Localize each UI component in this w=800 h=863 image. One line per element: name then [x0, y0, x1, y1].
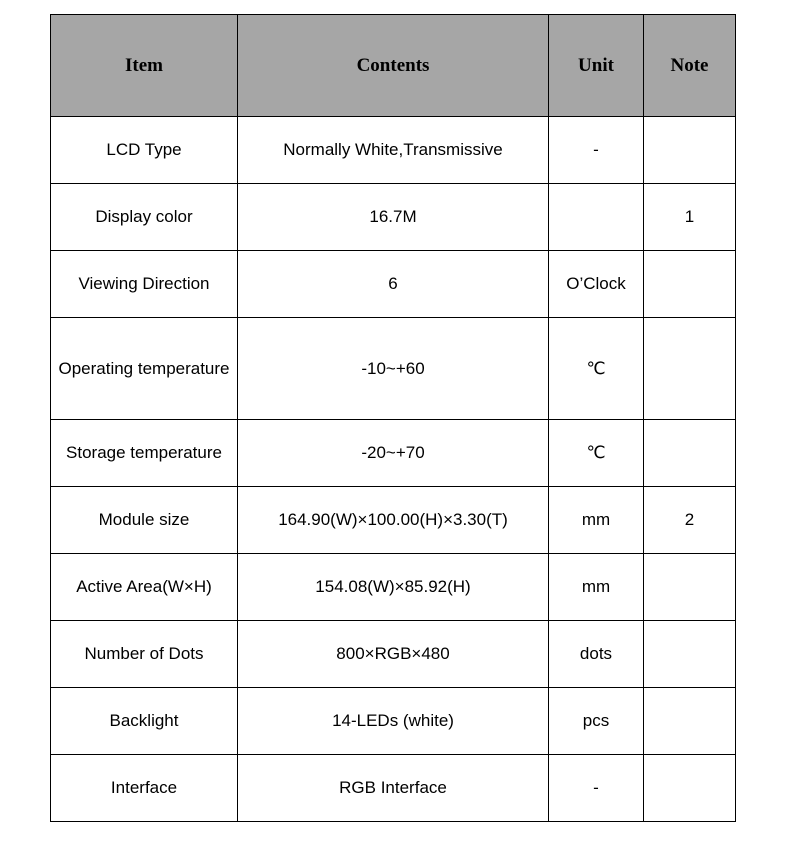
cell-item: Operating temperature — [51, 318, 238, 420]
cell-unit: dots — [549, 621, 644, 688]
cell-note — [644, 688, 736, 755]
table-row — [51, 755, 736, 822]
cell-contents: 800×RGB×480 — [238, 621, 549, 688]
cell-unit: mm — [549, 554, 644, 621]
cell-note — [644, 117, 736, 184]
cell-note: 2 — [644, 487, 736, 554]
cell-note — [644, 318, 736, 420]
cell-note: 1 — [644, 184, 736, 251]
cell-item: Module size — [51, 487, 238, 554]
cell-contents: 164.90(W)×100.00(H)×3.30(T) — [238, 487, 549, 554]
header-note: Note — [644, 15, 736, 117]
cell-unit — [549, 184, 644, 251]
cell-item: Number of Dots — [51, 621, 238, 688]
header-item: Item — [51, 15, 238, 117]
cell-note — [644, 251, 736, 318]
cell-unit: - — [549, 117, 644, 184]
table-row — [51, 688, 736, 755]
cell-contents: 154.08(W)×85.92(H) — [238, 554, 549, 621]
header-row — [51, 15, 736, 117]
table-header — [51, 15, 736, 117]
table-row — [51, 318, 736, 420]
table-row — [51, 184, 736, 251]
table-row — [51, 251, 736, 318]
cell-unit: ℃ — [549, 318, 644, 420]
table-body — [51, 117, 736, 822]
cell-item: Backlight — [51, 688, 238, 755]
table-row — [51, 554, 736, 621]
cell-unit: - — [549, 755, 644, 822]
cell-unit: O’Clock — [549, 251, 644, 318]
cell-unit: ℃ — [549, 420, 644, 487]
cell-note — [644, 621, 736, 688]
cell-item: Interface — [51, 755, 238, 822]
cell-item: Storage temperature — [51, 420, 238, 487]
header-unit: Unit — [549, 15, 644, 117]
cell-unit: pcs — [549, 688, 644, 755]
cell-contents: Normally White,Transmissive — [238, 117, 549, 184]
table-row — [51, 117, 736, 184]
cell-contents: -10~+60 — [238, 318, 549, 420]
specifications-table — [50, 14, 736, 822]
cell-contents: 6 — [238, 251, 549, 318]
table-row — [51, 420, 736, 487]
table-row — [51, 487, 736, 554]
table-row — [51, 621, 736, 688]
cell-contents: RGB Interface — [238, 755, 549, 822]
cell-item: Display color — [51, 184, 238, 251]
cell-unit: mm — [549, 487, 644, 554]
cell-note — [644, 755, 736, 822]
cell-item: LCD Type — [51, 117, 238, 184]
cell-contents: 16.7M — [238, 184, 549, 251]
header-contents: Contents — [238, 15, 549, 117]
cell-contents: -20~+70 — [238, 420, 549, 487]
cell-note — [644, 420, 736, 487]
cell-note — [644, 554, 736, 621]
cell-item: Viewing Direction — [51, 251, 238, 318]
cell-contents: 14-LEDs (white) — [238, 688, 549, 755]
cell-item: Active Area(W×H) — [51, 554, 238, 621]
